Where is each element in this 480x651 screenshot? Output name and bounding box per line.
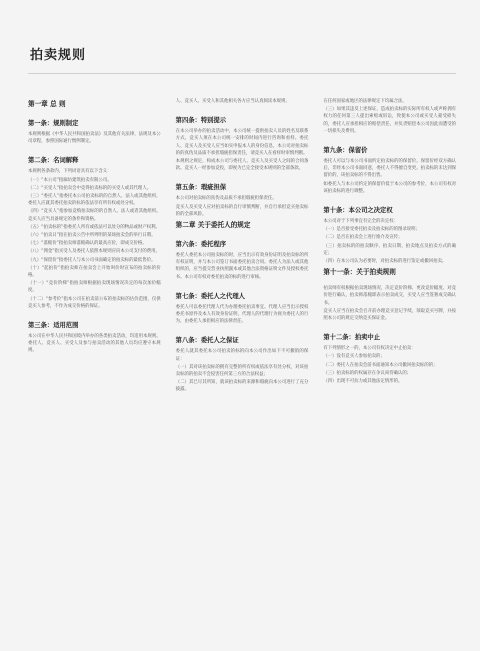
chapter-heading: 第二章 关于委托人的规定 (175, 221, 251, 230)
article-heading: 第九条：保留价 (323, 147, 368, 155)
paragraph: 本规则之规定，构成本公司与委托人、竞买人及买受人之间的合同条款。竞买人一经参加竞投，即视为已完全接受本规则的全部条款。 (175, 159, 309, 172)
paragraph: （一）没有竞买人参加拍卖的； (323, 354, 385, 360)
paragraph: 人、竞买人、买受人和其他相关各方应当认真阅读本规则。 (175, 99, 290, 104)
paragraph: （六）“拍卖日”指在拍卖公告中所列明的某场拍卖会的举行日期。 (28, 233, 156, 239)
article-heading: 第四条：特别提示 (175, 117, 227, 125)
paragraph: 在任何国家或地区的法律规定下均属合法， (323, 99, 407, 104)
title-divider (28, 73, 456, 74)
paragraph: 本规则根据《中华人民共和国拍卖法》及其他有关法律、法规及本公司章程，参照国际通行惯例制定。 (28, 132, 161, 145)
paragraph: （十一）“竞价阶梯”指拍卖师根据拍卖现场情况决定的每次加价幅度。 (28, 281, 161, 294)
paragraph: 委托人可以委托代理人代为办理委托拍卖事宜。代理人应当出示授权委托书原件及本人有效身份证明，代理人的代理行为视为委托人的行为，由委托人承担相应的法律责任。 (175, 304, 309, 325)
paragraph: 委托人就其委托本公司拍卖的标的向本公司作出如下不可撤销的保证： (175, 349, 309, 362)
column-1 (28, 98, 161, 395)
paragraph: 委托人可以与本公司书面约定拍卖标的的保留价。保留价经双方确认后，非经本公司书面同意，委托人不得擅自变更。拍卖标的未达到保留价的，该拍卖标的不得出售。 (323, 159, 457, 179)
paragraph: （一）“本公司”指廊坊建筑拍卖有限公司。 (28, 177, 112, 183)
article-heading: 第六条：委托程序 (175, 241, 227, 249)
paragraph: （三）如果其违反上述保证，造成拍卖标的实际所有权人或声称拥有权力的任何第三人提出索赔或诉讼，致使本公司或买受人蒙受损失的，委托人应承担相应的赔偿责任，并负责赔偿本公司因此而遭受的一切损失及费用。 (323, 107, 457, 134)
article-heading: 第三条：适用范围 (28, 322, 79, 330)
document-title: 拍卖规则 (30, 48, 87, 63)
article-heading: 第二条：名词解释 (28, 157, 79, 165)
paragraph: 本公司对拍卖标的真伪及品质不承担瑕疵担保责任。 (175, 196, 277, 202)
paragraph: 如委托人与本公司约定的保留价低于本公司的参考价，本公司有权对该拍卖标的进行调整。 (323, 181, 457, 194)
paragraph: （五）“拍卖标的”指委托人所有或依法可以处分的物品或财产权利。 (28, 224, 160, 230)
paragraph: 竞买人应当在拍卖会召开前办理竞买登记手续，领取竞买号牌，并按照本公司的规定交纳竞买保证金。 (323, 308, 457, 322)
chapter-heading: 第十一条：关于拍卖规则 (323, 268, 396, 277)
article-heading: 第七条：委托人之代理人 (175, 292, 245, 300)
paragraph: （八）“佣金”指买受人及委托人依照本规则应向本公司支付的费用。 (28, 249, 160, 255)
paragraph: （二）其已尽其所知，就该拍卖标的来源和瑕疵向本公司进行了充分披露。 (175, 380, 309, 393)
paragraph: （七）“落槌价”指拍卖师落槌确认的最高应价，即成交价格。 (28, 241, 147, 247)
paragraph: 本公司对于下列事宜有完全的决定权： (323, 219, 398, 225)
paragraph: 本公司在中华人民共和国境内举办的各类拍卖活动，均适用本规则。委托人、竞买人、买受人及参与拍卖活动的其他人员均应遵守本规则。 (28, 334, 161, 354)
paragraph: （二）委托人在拍卖会前书面通知本公司撤回拍卖标的的； (323, 362, 438, 368)
paragraph: （三）拍卖标的的拍卖顺序、拍卖日期、拍卖地点及拍卖方式的确定； (323, 243, 457, 256)
article-heading: 第五条：瑕疵担保 (175, 184, 227, 192)
paragraph: 在本公司举办的拍卖活动中，本公司统一提供拍卖人员的姓名及联系方式，竞买人须在本公司统一安排的时间内进行咨询和看样。委托人、竞买人及买受人应当如实申报本人的身份信息，本公司对拍卖标的的真伪及品质不承担瑕疵担保责任，请竞买人在看样时审慎判断。 (175, 129, 309, 156)
article-heading: 第八条：委托人之保证 (175, 337, 239, 345)
article-heading: 第十条：本公司之决定权 (323, 207, 393, 215)
chapter-heading: 第一章 总 则 (28, 100, 66, 108)
paragraph: （二）“买受人”指拍卖会中竞得拍卖标的的买受人或其代理人。 (28, 185, 152, 191)
column-3 (323, 98, 456, 395)
paragraph: （二）是否在拍卖会上进行推介及宣传； (323, 235, 403, 241)
column-2 (176, 98, 309, 395)
paragraph: （十二）“参考价”指本公司在拍卖前公布的拍卖标的估价范围，仅供竞买人参考，不作为成交价格的保证。 (28, 296, 161, 309)
paragraph: （一）是否接受委托拍卖及拍卖标的的图录说明； (323, 227, 420, 233)
paragraph: 有下列情形之一的，本公司有权决定中止拍卖： (323, 346, 416, 352)
paragraph: （四）“竞买人”指参加竞购拍卖标的的自然人、法人或者其他组织。竞买人应当具备规定的条件和资格。 (28, 209, 161, 222)
paragraph: 竞买人及买受人应对拍卖标的自行审慎判断，并自行承担竞买拍卖标的的全部风险。 (175, 204, 309, 217)
paragraph: （四）在本公司认为必要时，对拍卖标的进行鉴定或撤回拍卖。 (323, 259, 447, 265)
paragraph: （四）出现不可抗力或其他法定情形的。 (323, 379, 403, 385)
column-container (28, 98, 456, 395)
article-heading: 第一条：规则制定 (28, 120, 79, 127)
paragraph: （十）“起拍价”指拍卖师在拍卖会上开始叫价时宣布的拍卖标的价格。 (28, 265, 161, 279)
paragraph: 本规则各条款内，下列词语具有以下含义： (28, 169, 112, 175)
paragraph: 委托人委托本公司拍卖标的时，应当出示有效身份证明及拍卖标的所有权证明，并与本公司签订书面委托拍卖合同。委托人为法人或其他组织的，应当提交营业执照副本或其他合法资格证明文件及授权委托书。本公司有权对委托拍卖的标的进行审核。 (175, 253, 309, 280)
paragraph: （一）其对该拍卖标的拥有完整的所有权或依法享有处分权，对该拍卖标的的拍卖不会侵害任何第三方的合法权益； (175, 364, 309, 378)
article-heading: 第十二条：拍卖中止 (323, 334, 381, 342)
paragraph: （三）拍卖标的的权属存在争议尚待确认的； (323, 370, 412, 376)
paragraph: （三）“委托人”指委托本公司拍卖标的的自然人、法人或其他组织，委托人应就其委托拍卖的标的依法享有所有权或处分权。 (28, 194, 161, 207)
paragraph: 拍卖师有权根据拍卖现场情况，决定竞价阶梯、更改竞价幅度、对竞价进行确认，拍卖师落槌即表示拍卖成交，买受人应当签署成交确认书。 (323, 286, 457, 306)
paragraph: （九）“保留价”指委托人与本公司书面确定的拍卖标的最低售价。 (28, 257, 156, 263)
